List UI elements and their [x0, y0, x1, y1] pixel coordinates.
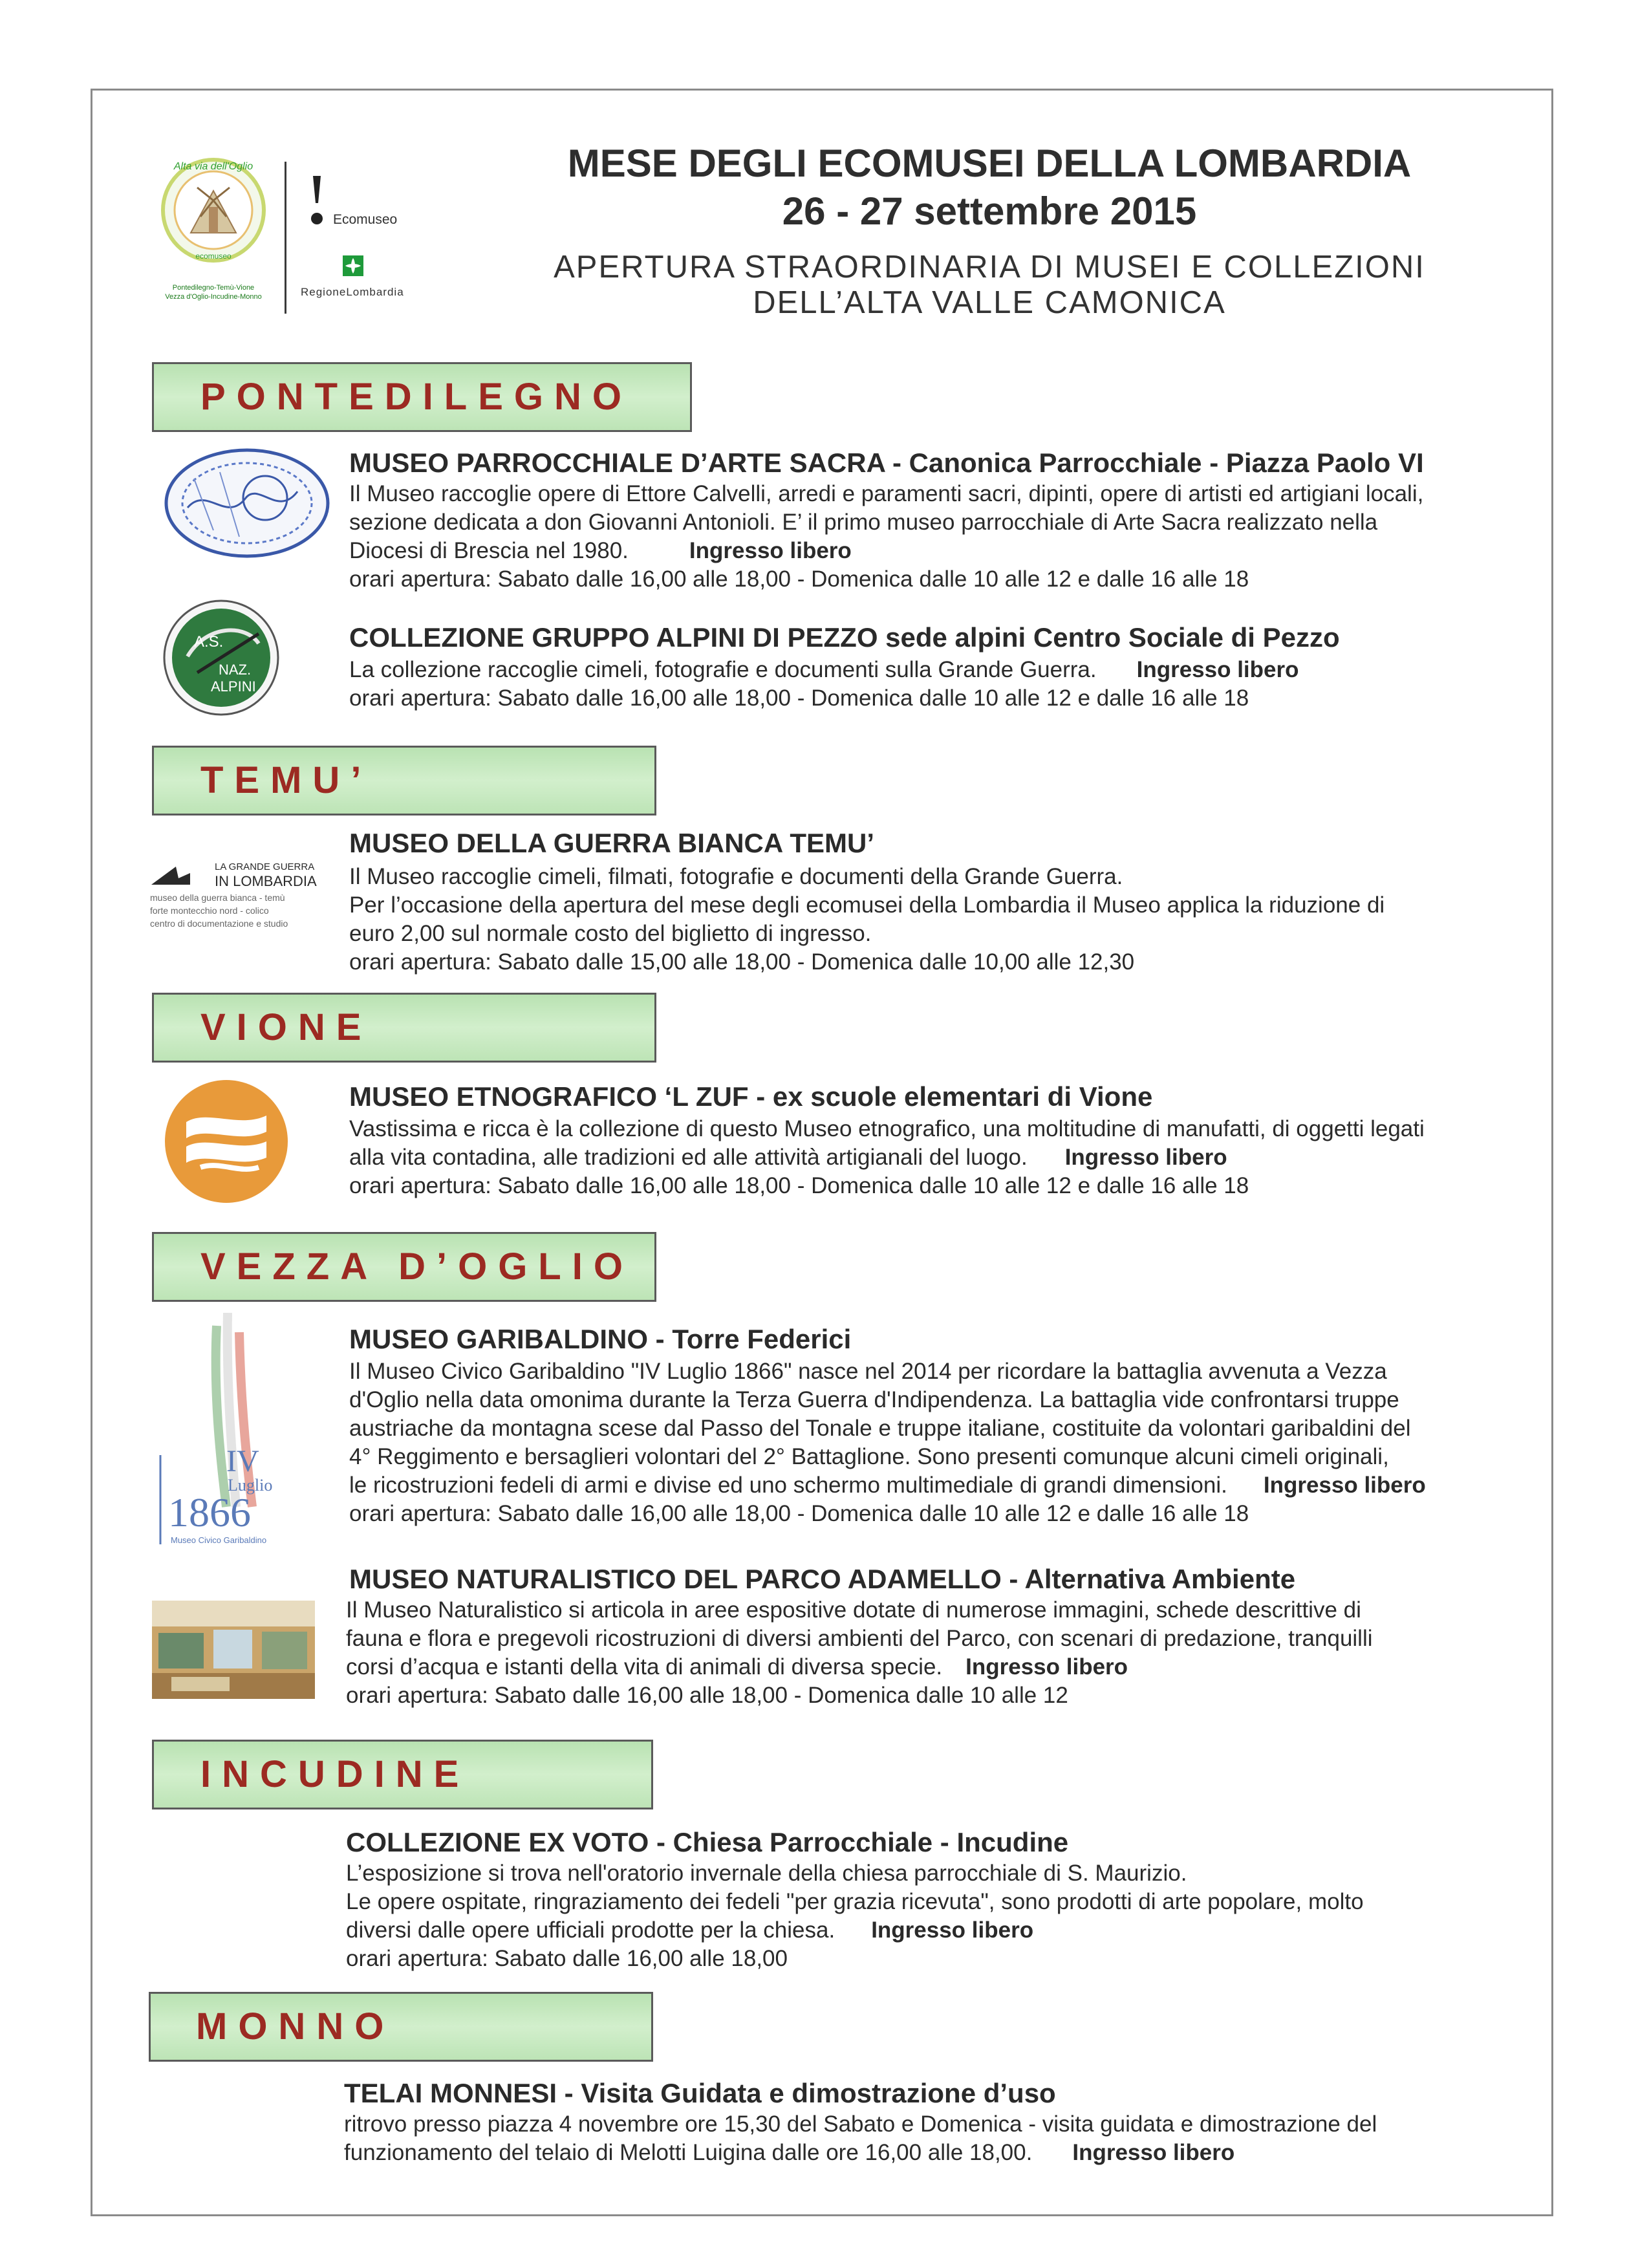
entry-text: d'Oglio nella data omonima durante la Terza Guerra d'Indipendenza. La battaglia vide confrontarsi truppe: [349, 1387, 1399, 1412]
garibaldino-logo-text: Luglio: [228, 1476, 273, 1495]
entry-text: [349, 538, 852, 564]
entry-text: Per l’occasione della apertura del mese degli ecomusei della Lombardia il Museo applica la riduzione di: [349, 892, 1385, 918]
entry-hours: orari apertura: Sabato dalle 15,00 alle 18,00 - Domenica dalle 10,00 alle 12,30: [349, 949, 1135, 975]
entry-text: fauna e flora e pregevoli ricostruzioni di diversi ambienti del Parco, con scenari di predazione, tranquilli: [346, 1626, 1373, 1651]
entry-title: MUSEO NATURALISTICO DEL PARCO ADAMELLO - Alternativa Ambiente: [349, 1564, 1296, 1594]
entry-text-part: La collezione raccoglie cimeli, fotografie e documenti sulla Grande Guerra.: [349, 657, 1097, 682]
section-banner-pontedilegno: PONTEDILEGNO: [152, 362, 692, 432]
entry-text: euro 2,00 sul normale costo del biglietto di ingresso.: [349, 921, 872, 946]
ingresso-libero: Ingresso libero: [965, 1654, 1128, 1679]
museo-lzuf-logo: [162, 1077, 291, 1206]
page-date: 26 - 27 settembre 2015: [782, 189, 1197, 233]
entry-text: [349, 1145, 1227, 1171]
entry-text-part: funzionamento del telaio di Melotti Luigina dalle ore 16,00 alle 18,00.: [344, 2140, 1033, 2165]
entry-text: [349, 657, 1299, 683]
gg-logo-text: centro di documentazione e studio: [150, 918, 288, 929]
entry-text: [346, 1917, 1033, 1943]
entry-text: Il Museo raccoglie opere di Ettore Calvelli, arredi e paramenti sacri, dipinti, opere di artisti ed artigiani locali,: [349, 481, 1424, 506]
page-subtitle-line2: DELL’ALTA VALLE CAMONICA: [753, 285, 1226, 320]
ingresso-libero: Ingresso libero: [1072, 2140, 1235, 2165]
entry-text: 4° Reggimento e bersaglieri volontari del 2° Battaglione. Sono presenti comunque alcuni cimeli originali,: [349, 1444, 1389, 1469]
entry-title: MUSEO DELLA GUERRA BIANCA TEMU’: [349, 828, 874, 858]
ingresso-libero: Ingresso libero: [1263, 1473, 1426, 1498]
entry-text: Il Museo Civico Garibaldino "IV Luglio 1866" nasce nel 2014 per ricordare la battaglia avvenuta a Vezza: [349, 1359, 1387, 1384]
entry-text: austriache da montagna scese dal Passo del Tonale e truppe italiane, costituite da volontari garibaldini del: [349, 1416, 1411, 1441]
ingresso-libero: Ingresso libero: [689, 538, 852, 563]
museo-parrocchiale-stamp-icon: [162, 446, 333, 559]
grande-guerra-lombardia-logo: [150, 860, 338, 944]
entry-text: ritrovo presso piazza 4 novembre ore 15,30 del Sabato e Domenica - visita guidata e dimostrazione del: [344, 2111, 1377, 2137]
svg-text:Alta via dell'Oglio: Alta via dell'Oglio: [173, 161, 253, 172]
entry-hours: orari apertura: Sabato dalle 16,00 alle 18,00: [346, 1946, 788, 1971]
entry-hours: orari apertura: Sabato dalle 16,00 alle 18,00 - Domenica dalle 10 alle 12 e dalle 16 alle 18: [349, 567, 1249, 592]
section-banner-vezza: VEZZA D’OGLIO: [152, 1232, 656, 1302]
entry-text-part: diversi dalle opere ufficiali prodotte per la chiesa.: [346, 1917, 835, 1943]
ecomuseo-mark-icon: [310, 176, 323, 226]
ingresso-libero: Ingresso libero: [871, 1917, 1034, 1943]
alta-via-caption: [149, 283, 278, 301]
ana-alpini-logo: [162, 598, 281, 718]
entry-title: COLLEZIONE GRUPPO ALPINI DI PEZZO sede alpini Centro Sociale di Pezzo: [349, 622, 1340, 653]
entry-title: MUSEO GARIBALDINO - Torre Federici: [349, 1324, 852, 1354]
garibaldino-logo-text: Museo Civico Garibaldino: [171, 1535, 267, 1545]
ingresso-libero: Ingresso libero: [1136, 657, 1299, 682]
gg-logo-text: forte montecchio nord - colico: [150, 905, 269, 916]
entry-text: Le opere ospitate, ringraziamento dei fedeli "per grazia ricevuta", sono prodotti di arte popolare, molto: [346, 1889, 1364, 1914]
entry-title: MUSEO PARROCCHIALE D’ARTE SACRA - Canonica Parrocchiale - Piazza Paolo VI: [349, 448, 1424, 478]
entry-hours: orari apertura: Sabato dalle 16,00 alle 18,00 - Domenica dalle 10 alle 12 e dalle 16 alle 18: [349, 686, 1249, 711]
page-title: MESE DEGLI ECOMUSEI DELLA LOMBARDIA: [567, 142, 1412, 185]
entry-hours: orari apertura: Sabato dalle 16,00 alle 18,00 - Domenica dalle 10 alle 12 e dalle 16 alle 18: [349, 1501, 1249, 1526]
ana-logo-text: A.S.: [194, 633, 224, 651]
entry-title: TELAI MONNESI - Visita Guidata e dimostrazione d’uso: [344, 2078, 1056, 2108]
ecomuseo-label: Ecomuseo: [333, 212, 398, 227]
museo-naturalistico-photo: [152, 1601, 315, 1699]
gg-logo-text: museo della guerra bianca - temù: [150, 892, 285, 903]
entry-hours: orari apertura: Sabato dalle 16,00 alle 18,00 - Domenica dalle 10 alle 12: [346, 1683, 1068, 1708]
garibaldino-logo-text: 1866: [168, 1489, 251, 1535]
entry-text: Vastissima e ricca è la collezione di questo Museo etnografico, una moltitudine di manufatti, di oggetti legati: [349, 1116, 1425, 1141]
entry-text: [349, 1473, 1426, 1498]
ingresso-libero: Ingresso libero: [1064, 1145, 1227, 1170]
entry-text: [344, 2140, 1234, 2166]
entry-text-part: Diocesi di Brescia nel 1980.: [349, 538, 629, 563]
section-banner-monno: MONNO: [149, 1992, 653, 2062]
svg-text:ecomuseo: ecomuseo: [195, 252, 232, 261]
section-banner-incudine: INCUDINE: [152, 1740, 653, 1809]
header-divider: [285, 162, 286, 314]
gg-logo-text: IN LOMBARDIA: [215, 873, 317, 889]
entry-title: MUSEO ETNOGRAFICO ‘L ZUF - ex scuole elementari di Vione: [349, 1081, 1153, 1112]
section-banner-temu: TEMU’: [152, 746, 656, 815]
page-subtitle-line1: APERTURA STRAORDINARIA DI MUSEI E COLLEZIONI: [554, 250, 1425, 285]
entry-text: sezione dedicata a don Giovanni Antonioli. E’ il primo museo parrocchiale di Arte Sacra realizzato nella: [349, 510, 1378, 535]
section-banner-vione: VIONE: [152, 993, 656, 1063]
alta-via-caption-line: Pontedilegno-Temù-Vione: [172, 284, 255, 292]
entry-text: Il Museo raccoglie cimeli, filmati, fotografie e documenti della Grande Guerra.: [349, 864, 1123, 889]
entry-text: L’esposizione si trova nell'oratorio invernale della chiesa parrocchiale di S. Maurizio.: [346, 1861, 1187, 1886]
alta-via-oglio-logo: [158, 155, 268, 265]
entry-text: Il Museo Naturalistico si articola in aree espositive dotate di numerose immagini, schede descrittive di: [346, 1597, 1361, 1623]
entry-text-part: corsi d’acqua e istanti della vita di animali di diversa specie.: [346, 1654, 943, 1679]
regione-lombardia-icon: [343, 255, 363, 276]
museo-garibaldino-logo: [155, 1313, 304, 1552]
ana-logo-text: ALPINI: [211, 678, 256, 695]
alta-via-caption-line: Vezza d'Oglio-Incudine-Monno: [165, 293, 262, 301]
entry-text-part: alla vita contadina, alle tradizioni ed alle attività artigianali del luogo.: [349, 1145, 1028, 1170]
entry-hours: orari apertura: Sabato dalle 16,00 alle 18,00 - Domenica dalle 10 alle 12 e dalle 16 alle 18: [349, 1173, 1249, 1198]
gg-logo-text: LA GRANDE GUERRA: [215, 861, 315, 872]
entry-text: [346, 1654, 1128, 1680]
garibaldino-logo-text: IV: [226, 1444, 259, 1478]
entry-title: COLLEZIONE EX VOTO - Chiesa Parrocchiale - Incudine: [346, 1827, 1069, 1857]
ana-logo-text: NAZ.: [219, 662, 252, 678]
regione-lombardia-label: RegioneLombardia: [301, 286, 404, 298]
entry-text-part: le ricostruzioni fedeli di armi e divise ed uno schermo multimediale di grandi dimensioni.: [349, 1473, 1227, 1498]
